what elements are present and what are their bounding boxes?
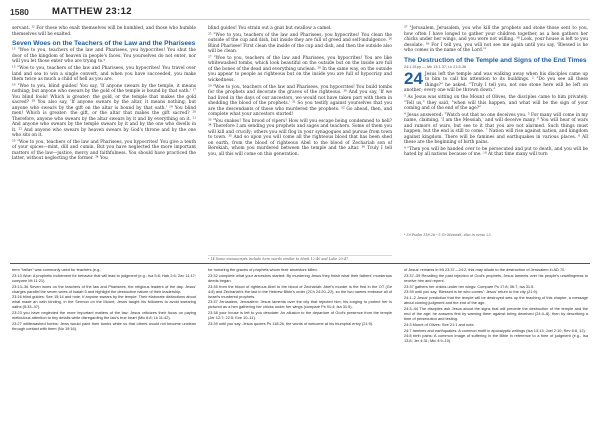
study-note: 24:8 birth pains: A common image of suffering in the Bible in reference to a time of judgment (e.g., Isa 13:8; Jer 4:31; Mic 4:9–10). — [404, 333, 588, 344]
study-notes-column-2 — [208, 267, 392, 327]
study-note: 24:3 Mount of Olives: See 21:1 and note. — [404, 321, 475, 327]
book-chapter-title: MATTHEW 23:12 — [52, 6, 132, 17]
verse-paragraph: ⁴ Jesus answered: "Watch out that no one deceives you. ⁵ For many will come in my name, claiming, 'I am the Messiah,' and will deceive many. ⁶ You will hear of wars and rumors of wars, but see to it that you are not alarmed. Such things must happen, but the end is still to come. ⁷ Nation will rise against nation, and kingdom against kingdom. There will be famines and earthquakes in various places. ⁸ All these are the beginning of birth pains. — [404, 112, 588, 146]
verse-paragraph: ⁹ "Then you will be handed over to be persecuted and put to death, and you will be hated by all nations because of me. ¹⁰ At that time many will turn — [404, 146, 588, 158]
verse-paragraph: ³ As Jesus was sitting on the Mount of Olives, the disciples came to him privately. "Tell us," they said, "when will this happen, and what will be the sign of your coming and of the end of the age?" — [404, 95, 588, 112]
verse-paragraph: ¹³ "Woe to you, teachers of the law and Pharisees, you hypocrites! You shut the door of the kingdom of heaven in people's faces. You yourselves do not enter, nor will you let those enter who are trying to.ᵃ — [12, 48, 196, 65]
notes-divider — [10, 263, 590, 264]
study-note: 23:39 until you say: Jesus quotes Ps 118:26, the words of welcome at his triumphal entry (21:9). — [208, 320, 374, 326]
study-note: 24:1–2 Jesus' prediction that the temple will be destroyed sets up the teaching of this chapter, a message about coming judgment and the end of the age. — [404, 295, 588, 306]
study-note: term "father" was commonly used for teachers (e.g., — [12, 267, 102, 272]
study-note: 23:37–39 Recalling the past rejection of God's prophets, Jesus laments over his people's unwillingness to receive him and repent. — [404, 272, 588, 283]
verse-paragraph: blind guides! You strain out a gnat but swallow a camel. — [208, 26, 332, 31]
study-note: 23:32 complete what your ancestors started: By murdering Jesus they finish what their fathers' murderous deeds began. — [208, 272, 392, 283]
study-note: of Jesus' remarks in Mt 23:37—24:2, this may allude to the destruction of Jerusalem in AD 70. — [404, 267, 566, 272]
study-note: 23:23 you have neglected the more important matters of the law: Jesus criticizes their focus on paying meticulous attention to tiny details while disregarding the law's true heart (Mic 6:8; Lk 11:42). — [12, 310, 196, 321]
chapter-number: 24 — [404, 68, 423, 88]
text-column-2 — [208, 26, 392, 158]
study-note: 23:27 whitewashed tombs: Jews would paint their tombs white so that others would not become unclean through contact with them (Nu 19:16). — [12, 320, 196, 331]
study-note: 23:37 Jerusalem, Jerusalem: Jesus laments over the city that rejected him; his longing to protect her is pictured as a hen gathering her chicks under her wings (compare Ps 91:4; Isa 31:5). — [208, 299, 392, 310]
study-note: 23:16 blind guides: See 15:14 and note. If anyone swears by the temple: Their elaborate distinctions about what made an oath binding, in the Sermon on the Mount, Jesus taught his followers to avoid swearing oaths (5:33–37). — [12, 294, 196, 310]
study-notes-column-1 — [12, 267, 196, 332]
verse-paragraph: ²⁷ "Woe to you, teachers of the law and Pharisees, you hypocrites! You are like whitewashed tombs, which look beautiful on the outside but on the inside are full of the bones of the dead and everything unclean. ²⁸ In the same way, on the outside you appear to people as righteous but on the inside you are full of hypocrisy and wickedness. — [208, 55, 392, 83]
study-note: for honoring the graves of prophets whom their ancestors killed. — [208, 267, 318, 272]
study-note: 23:13–36 Seven woes on the teachers of the law and Pharisees, the religious leaders of the day. Jesus' charges parallel the seven woes of Isaiah 5 and highlight the destructive nature of their leadership. — [12, 283, 196, 294]
cross-reference: 24:1-51pp — Mk 13:1-37; Lk 21:5-36 — [404, 64, 467, 69]
verse-paragraph: ²³ "Woe to you, teachers of the law and Pharisees, you hypocrites! You give a tenth of your spices—mint, dill and cumin. But you have neglected the more important matters of the law—justice, mercy and faithfulness. You should have practiced the latter, without neglecting the former. ²⁴ You — [12, 139, 196, 162]
verse-paragraph: servant. ¹² For those who exalt themselves will be humbled, and those who humble themselves will be exalted. — [12, 26, 196, 37]
verse-paragraph: ²⁹ "Woe to you, teachers of the law and Pharisees, you hypocrites! You build tombs for the prophets and decorate the graves of the righteous. ³⁰ And you say, 'If we had lived in the days of our ancestors, we would not have taken part with them in shedding the blood of the prophets.' ³¹ So you testify against yourselves that you are the descendants of those who murdered the prophets. ³² Go ahead, then, and complete what your ancestors started! — [208, 84, 392, 118]
study-notes-column-3 — [404, 267, 588, 344]
study-note: 23:38 your house is left to you desolate: An allusion to the departure of God's presence from the temple (Jer 12:7; 22:5; Eze 10–11). — [208, 310, 392, 321]
study-note: 23:35 from the blood of righteous Abel to the blood of Zechariah: Abel's murder is the first in the OT (Ge 4:8) and Zechariah's the last in the Hebrew Bible's order (2Ch 24:20–22), so the two names embrace all of Israel's murdered prophets. — [208, 283, 392, 299]
verse-paragraph: ¹⁵ "Woe to you, teachers of the law and Pharisees, you hypocrites! You travel over land and sea to win a single convert, and when you have succeeded, you make them twice as much a child of hell as you are. — [12, 66, 196, 83]
section-heading: The Destruction of the Temple and Signs of the End Times — [404, 56, 587, 64]
study-note: 23:13 Woe: A prophetic indictment for behavior that will lead to judgment (e.g., Isa 5:8; Hab 2:6; Zec 11:17; compare Mt 11:21). — [12, 272, 196, 283]
verse-paragraph: ³⁷ "Jerusalem, Jerusalem, you who kill the prophets and stone those sent to you, how often I have longed to gather your children together, as a hen gathers her chicks under her wings, and you were not willing. ³⁸ Look, your house is left to you desolate. ³⁹ For I tell you, you will not see me again until you say, 'Blessed is he who comes in the name of the Lord.'" — [404, 26, 588, 53]
verse-paragraph — [404, 68, 588, 94]
study-note: 24:7 famines and earthquakes: A common motif in apocalyptic writings (Isa 13:13; Joel 2:10; Rev 6:8, 12). — [404, 327, 586, 333]
footnote: ᵇ 39 Psalm 118:26 ᶜ 5 Or Messiah; also in verse 23 — [404, 233, 491, 237]
text-column-1 — [12, 26, 196, 163]
verse-paragraph: ³³ "You snakes! You brood of vipers! How will you escape being condemned to hell? ³⁴ Therefore I am sending you prophets and sages and teachers. Some of them you will kill and crucify; others you will flog in your synagogues and pursue from town to town. ³⁵ And so upon you will come all the righteous blood that has been shed on earth, from the blood of righteous Abel to the blood of Zechariah son of Berekiah, whom you murdered between the temple and the altar. ³⁶ Truly I tell you, all this will come on this generation. — [208, 118, 392, 157]
footnote: ᵃ 14 Some manuscripts include here words similar to Mark 12:40 and Luke 20:47. — [208, 255, 392, 261]
page-number: 1580 — [10, 7, 29, 17]
study-note: 24:3–44 The disciples ask Jesus about the signs that will precede the destruction of the temple and the end of the age; he answers first by warning them against being deceived (24:4–8), then by describing a time of persecution and testing. — [404, 305, 588, 321]
text-column-3 — [404, 26, 588, 159]
section-heading: Seven Woes on the Teachers of the Law and the Pharisees — [12, 40, 196, 47]
verse-paragraph: ¹⁶ "Woe to you, blind guides! You say, 'If anyone swears by the temple, it means nothing; but anyone who swears by the gold of the temple is bound by that oath.' ¹⁷ You blind fools! Which is greater: the gold, or the temple that makes the gold sacred? ¹⁸ You also say, 'If anyone swears by the altar, it means nothing; but anyone who swears by the gift on the altar is bound by that oath.' ¹⁹ You blind men! Which is greater: the gift, or the altar that makes the gift sacred? ²⁰ Therefore, anyone who swears by the altar swears by it and by everything on it. ²¹ And anyone who swears by the temple swears by it and by the one who dwells in it. ²² And anyone who swears by heaven swears by God's throne and by the one who sits on it. — [12, 83, 196, 139]
study-note: 23:37 gathers her chicks under her wings: Compare Ps 17:8; 36:7; Isa 31:5. — [404, 283, 535, 289]
study-note: 23:39 until you say, 'Blessed is he who comes': Jesus' return to the city (21:9). — [404, 289, 539, 295]
verse-paragraph: ²⁵ "Woe to you, teachers of the law and Pharisees, you hypocrites! You clean the outside of the cup and dish, but inside they are full of greed and self-indulgence. ²⁶ Blind Pharisee! First clean the inside of the cup and dish, and then the outside also will be clean. — [208, 32, 392, 55]
verse-text: Jesus left the temple and was walking away when his disciples came up to him to call his attention to its buildings. ² "Do you see all these things?" he asked. "Truly I tell you, not one stone here will be left on another; every one will be thrown down." — [404, 71, 588, 94]
running-header — [10, 6, 590, 20]
